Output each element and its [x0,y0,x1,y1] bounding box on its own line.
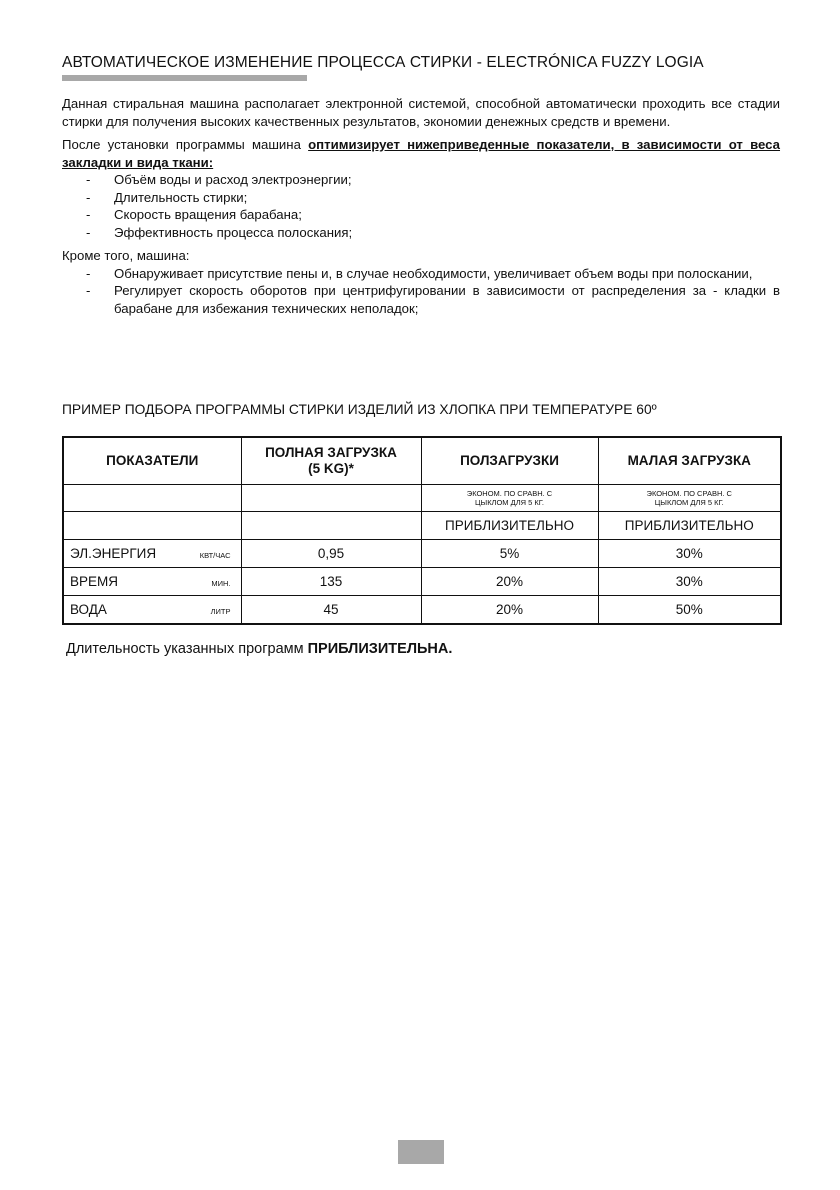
bullet-dash: - [86,265,91,281]
table-cell-empty [63,485,241,512]
bullet-dash: - [86,189,91,205]
note-line2: ЦЫКЛОМ ДЛЯ 5 КГ. [654,498,724,507]
table-cell-label [63,596,241,625]
table-cell-half: 20% [421,568,598,596]
list-item [62,265,780,283]
header-full-load-line2: (5 KG)* [308,461,354,476]
note-line1: ЭКОНОМ. ПО СРАВН. С [466,489,553,498]
list-item-text: Объём воды и расход электроэнергии; [114,172,352,187]
header-small-load: МАЛАЯ ЗАГРУЗКА [598,437,781,485]
header-full-load-line1: ПОЛНАЯ ЗАГРУЗКА [265,445,397,460]
footnote-prefix: Длительность указанных программ [66,641,308,657]
table-cell-note [598,485,781,512]
list-item [62,206,780,224]
table-cell-small: 30% [598,540,781,568]
table-note-row [63,485,781,512]
header-half-load: ПОЛЗАГРУЗКИ [421,437,598,485]
list-item [62,282,780,317]
bullet-dash: - [86,283,91,298]
table-cell-half: 5% [421,540,598,568]
table-cell-full: 45 [241,596,421,625]
optimize-list [62,171,780,241]
note-line1: ЭКОНОМ. ПО СРАВН. С [646,489,732,498]
title-underline-bar [62,75,307,81]
bullet-dash: - [86,172,91,187]
list-item-text: Длительность стирки; [114,189,248,205]
table-approx-row [63,512,781,540]
table-cell-full: 135 [241,568,421,596]
also-list [62,265,780,318]
list-item-text: Скорость вращения барабана; [114,207,302,222]
header-full-load [241,437,421,485]
optimize-emphasis: оптимизирует нижеприведенные показатели, в зависимости от веса закладки и вида ткани: [62,137,781,170]
table-cell-approx: ПРИБЛИЗИТЕЛЬНО [598,512,781,540]
also-intro: Кроме того, машина: [62,248,190,263]
list-item [62,189,780,207]
row-unit: КВТ/ЧАС [199,550,231,560]
page-number-box [398,1140,444,1164]
table-cell-empty [241,512,421,540]
list-item-text: Регулирует скорость оборотов при центрифугировании в зависимости от распределения за - кладки в барабане для избежания технических неполадок; [114,283,780,316]
list-item-text: Эффективность процесса полоскания; [114,224,353,240]
duration-footnote [66,641,452,657]
optimize-paragraph [62,136,780,171]
row-label: ВОДА [70,602,107,617]
table-cell-full: 0,95 [241,540,421,568]
note-line2: ЦЫКЛОМ ДЛЯ 5 КГ. [475,498,544,507]
table-header-row [63,437,781,485]
row-unit: МИН. [211,578,231,588]
table-cell-label [63,568,241,596]
header-indicators: ПОКАЗАТЕЛИ [63,437,241,485]
table-cell-empty [241,485,421,512]
table-row [63,568,781,596]
table-cell-label [63,540,241,568]
table-cell-empty [63,512,241,540]
footnote-bold: ПРИБЛИЗИТЕЛЬНА. [307,641,453,657]
row-label: ЭЛ.ЭНЕРГИЯ [70,546,157,561]
intro-paragraph: Данная стиральная машина располагает электронной системой, способной автоматически проходить все стадии стирки для получения высоких качественных результатов, экономии денежных средств и времени. [62,96,780,129]
table-cell-half: 20% [421,596,598,625]
bullet-dash: - [86,224,91,240]
page-title: АВТОМАТИЧЕСКОЕ ИЗМЕНЕНИЕ ПРОЦЕССА СТИРКИ - ELECTRÓNICA FUZZY LOGIA [62,54,704,71]
table-row [63,540,781,568]
body-text [62,95,780,323]
optimize-prefix: После установки программы машина [62,137,309,152]
list-item [62,224,780,242]
row-label: ВРЕМЯ [70,574,119,589]
bullet-dash: - [86,207,91,222]
list-item [62,171,780,189]
table-cell-small: 50% [598,596,781,625]
table-cell-note [421,485,598,512]
table-row [63,596,781,625]
comparison-table [62,436,782,625]
table-cell-approx: ПРИБЛИЗИТЕЛЬНО [421,512,598,540]
row-unit: ЛИТР [210,606,231,616]
table-cell-small: 30% [598,568,781,596]
list-item-text: Обнаруживает присутствие пены и, в случае необходимости, увеличивает объем воды при полоскании, [114,265,753,281]
table-title: ПРИМЕР ПОДБОРА ПРОГРАММЫ СТИРКИ ИЗДЕЛИЙ ИЗ ХЛОПКА ПРИ ТЕМПЕРАТУРЕ 60º [62,402,657,417]
